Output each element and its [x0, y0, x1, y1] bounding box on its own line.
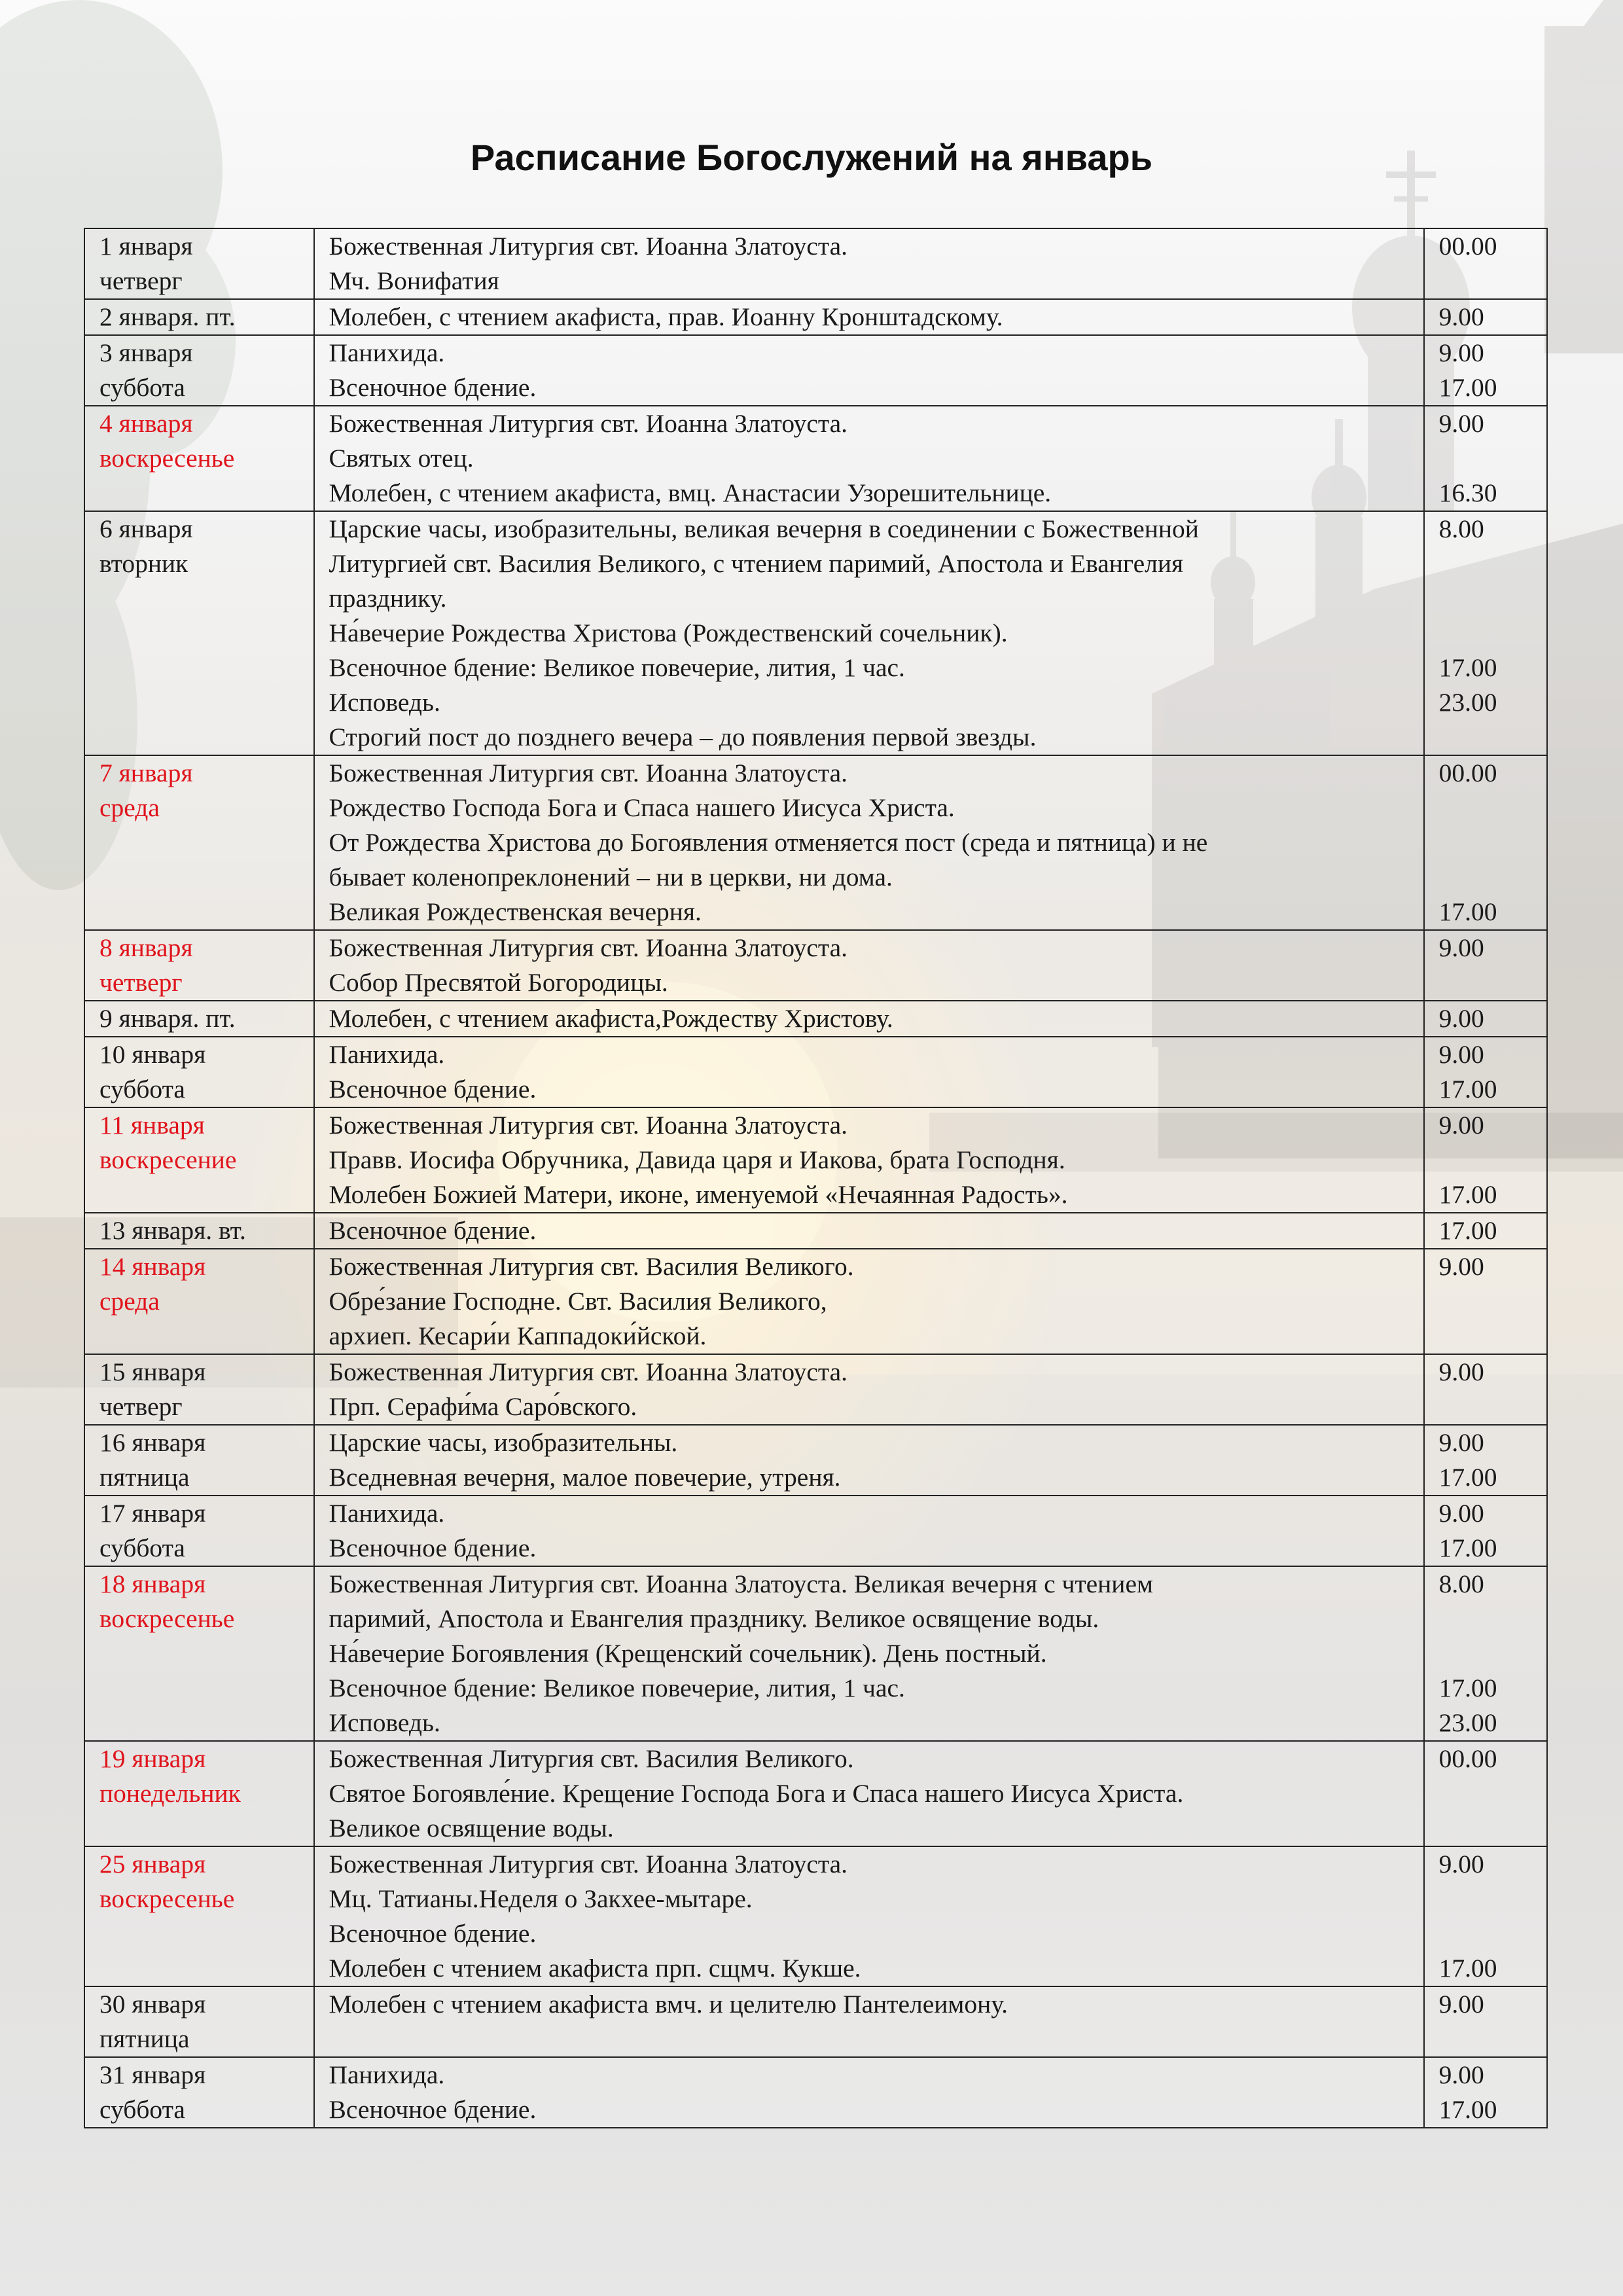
time-line: 17.00 [1438, 1674, 1497, 1702]
service-line: Панихида. [329, 2060, 445, 2089]
time-line: 17.00 [1438, 1216, 1497, 1245]
time-cell [1424, 1037, 1547, 1107]
time-line [1439, 825, 1532, 860]
services-cell [314, 1566, 1424, 1741]
service-line: Рождество Господа Бога и Спаса нашего Иисуса Христа. [329, 793, 955, 822]
service-line: Всеночное бдение: Великое повечерие, лития, 1 час. [329, 653, 905, 682]
time-line [1439, 264, 1532, 298]
date-line: пятница [99, 1463, 190, 1492]
date-cell [84, 1037, 314, 1107]
services-cell [314, 1107, 1424, 1213]
date-line: суббота [99, 2095, 185, 2124]
date-cell [84, 1354, 314, 1425]
time-line: 17.00 [1438, 1534, 1497, 1562]
schedule-table [84, 228, 1548, 2128]
time-line [1439, 860, 1532, 895]
service-line: Божественная Литургия свт. Василия Великого. [329, 1744, 854, 1773]
time-cell [1424, 1249, 1547, 1354]
schedule-row [84, 228, 1547, 299]
service-line: Всеночное бдение. [329, 1534, 537, 1562]
date-line: воскресенье [99, 1604, 235, 1633]
service-line: Литургией свт. Василия Великого, с чтением паримий, Апостола и Евангелия [329, 549, 1184, 578]
service-line: Прп. Серафи́ма Саро́вского. [329, 1392, 637, 1421]
schedule-row [84, 1354, 1547, 1425]
services-cell [314, 1249, 1424, 1354]
date-cell [84, 1741, 314, 1846]
time-line [1439, 1776, 1532, 1811]
schedule-row [84, 755, 1547, 930]
date-cell [84, 930, 314, 1001]
time-line: 9.00 [1438, 1040, 1484, 1069]
date-cell [84, 406, 314, 511]
date-line: 17 января [99, 1499, 206, 1528]
service-line: Вседневная вечерня, малое повечерие, утреня. [329, 1463, 841, 1492]
time-cell [1424, 1107, 1547, 1213]
services-cell [314, 335, 1424, 406]
service-line: Панихида. [329, 1499, 445, 1528]
service-line: Великое освящение воды. [329, 1814, 614, 1842]
time-line: 9.00 [1438, 2060, 1484, 2089]
date-line: 19 января [99, 1744, 206, 1773]
time-line: 9.00 [1438, 1990, 1484, 2018]
date-line: четверг [99, 266, 183, 295]
time-line [1439, 581, 1532, 616]
service-line: Собор Пресвятой Богородицы. [329, 968, 668, 997]
services-cell [314, 755, 1424, 930]
date-line: воскресение [99, 1145, 237, 1174]
service-line: Строгий пост до позднего вечера – до появления первой звезды. [329, 723, 1037, 751]
service-line: празднику. [329, 584, 447, 613]
services-cell [314, 930, 1424, 1001]
date-line: 15 января [99, 1357, 206, 1386]
schedule-row [84, 1846, 1547, 1986]
date-line: 25 января [99, 1850, 206, 1878]
date-line: 30 января [99, 1990, 206, 2018]
time-line [1439, 791, 1532, 825]
date-line: 10 января [99, 1040, 206, 1069]
date-cell [84, 1425, 314, 1496]
services-cell [314, 228, 1424, 299]
service-line: Всеночное бдение. [329, 1919, 537, 1948]
services-cell [314, 1496, 1424, 1566]
services-cell [314, 1741, 1424, 1846]
time-line: 17.00 [1438, 2095, 1497, 2124]
service-line: Мц. Татианы.Неделя о Закхее-мытаре. [329, 1884, 753, 1913]
service-line: архиеп. Кесари́и Каппадоки́йской. [329, 1321, 707, 1350]
schedule-row [84, 930, 1547, 1001]
schedule-row [84, 1425, 1547, 1496]
time-line: 16.30 [1438, 478, 1497, 507]
date-line: вторник [99, 549, 188, 578]
time-line [1439, 441, 1532, 476]
schedule-row [84, 1986, 1547, 2057]
time-cell [1424, 335, 1547, 406]
date-cell [84, 228, 314, 299]
services-cell [314, 511, 1424, 755]
schedule-row [84, 2057, 1547, 2128]
time-cell [1424, 1986, 1547, 2057]
date-cell [84, 1566, 314, 1741]
time-line: 00.00 [1438, 1744, 1497, 1773]
service-line: Божественная Литургия свт. Иоанна Златоуста. [329, 1850, 848, 1878]
service-line: Молебен, с чтением акафиста, вмц. Анастасии Узорешительнице. [329, 478, 1052, 507]
date-cell [84, 1249, 314, 1354]
date-line: среда [99, 793, 160, 822]
services-cell [314, 299, 1424, 335]
service-line: Молебен с чтением акафиста прп. сщмч. Кукше. [329, 1954, 861, 1982]
time-line [1439, 1390, 1532, 1424]
page-title: Расписание Богослужений на январь [470, 137, 1153, 178]
date-line: понедельник [99, 1779, 241, 1808]
time-cell [1424, 1846, 1547, 1986]
date-cell [84, 1107, 314, 1213]
schedule-row [84, 1213, 1547, 1249]
service-line: Всеночное бдение. [329, 1075, 537, 1103]
time-line [1439, 547, 1532, 581]
service-line: Святое Богоявле́ние. Крещение Господа Бога и Спаса нашего Иисуса Христа. [329, 1779, 1184, 1808]
time-cell [1424, 406, 1547, 511]
time-cell [1424, 930, 1547, 1001]
time-line: 9.00 [1438, 1499, 1484, 1528]
service-line: Правв. Иосифа Обручника, Давида царя и Иакова, брата Господня. [329, 1145, 1065, 1174]
time-line [1439, 1916, 1532, 1951]
date-cell [84, 335, 314, 406]
date-cell [84, 755, 314, 930]
service-line: Исповедь. [329, 1708, 440, 1737]
date-line: 6 января [99, 514, 193, 543]
time-line: 9.00 [1438, 1111, 1484, 1139]
services-cell [314, 1354, 1424, 1425]
date-line: 3 января [99, 338, 193, 367]
date-line: 1 января [99, 232, 193, 260]
service-line: Всеночное бдение: Великое повечерие, лития, 1 час. [329, 1674, 905, 1702]
schedule-row [84, 1566, 1547, 1741]
time-cell [1424, 299, 1547, 335]
services-cell [314, 2057, 1424, 2128]
service-line: Божественная Литургия свт. Иоанна Златоуста. [329, 1111, 848, 1139]
service-line: На́вечерие Богоявления (Крещенский сочельник). День постный. [329, 1639, 1047, 1668]
service-line: Божественная Литургия свт. Иоанна Златоуста. Великая вечерня с чтением [329, 1570, 1153, 1598]
time-cell [1424, 511, 1547, 755]
time-line: 00.00 [1438, 759, 1497, 787]
time-line [1439, 1811, 1532, 1846]
time-line [1439, 1882, 1532, 1916]
schedule-row [84, 1107, 1547, 1213]
date-cell [84, 299, 314, 335]
schedule-row [84, 335, 1547, 406]
service-line: Божественная Литургия свт. Иоанна Златоуста. [329, 232, 848, 260]
time-cell [1424, 1425, 1547, 1496]
date-line: суббота [99, 1075, 185, 1103]
service-line: паримий, Апостола и Евангелия празднику. Великое освящение воды. [329, 1604, 1099, 1633]
date-line: 13 января. вт. [99, 1216, 246, 1245]
service-line: Божественная Литургия свт. Иоанна Златоуста. [329, 1357, 848, 1386]
schedule-row [84, 1249, 1547, 1354]
service-line: Всеночное бдение. [329, 2095, 537, 2124]
date-line: 31 января [99, 2060, 206, 2089]
time-line [1439, 720, 1532, 755]
service-line: Великая Рождественская вечерня. [329, 897, 702, 926]
time-line [1439, 1143, 1532, 1177]
time-line: 9.00 [1438, 1850, 1484, 1878]
date-line: 8 января [99, 933, 193, 962]
service-line: Святых отец. [329, 444, 474, 473]
time-line: 9.00 [1438, 302, 1484, 331]
time-cell [1424, 1566, 1547, 1741]
service-line: Мч. Вонифатия [329, 266, 499, 295]
time-line [1439, 965, 1532, 1000]
time-line: 9.00 [1438, 1357, 1484, 1386]
time-cell [1424, 1496, 1547, 1566]
date-line: 2 января. пт. [99, 302, 236, 331]
service-line: Молебен, с чтением акафиста, прав. Иоанну Кронштадскому. [329, 302, 1003, 331]
schedule-row [84, 511, 1547, 755]
services-cell [314, 1213, 1424, 1249]
time-line: 9.00 [1438, 1428, 1484, 1457]
service-line: Молебен Божией Матери, иконе, именуемой «Нечаянная Радость». [329, 1180, 1068, 1209]
time-cell [1424, 1001, 1547, 1037]
time-line: 9.00 [1438, 409, 1484, 438]
service-line: Царские часы, изобразительны. [329, 1428, 678, 1457]
date-cell [84, 1846, 314, 1986]
service-line: Божественная Литургия свт. Иоанна Златоуста. [329, 933, 848, 962]
service-line: На́вечерие Рождества Христова (Рождественский сочельник). [329, 619, 1008, 647]
schedule-row [84, 1037, 1547, 1107]
date-line: 11 января [99, 1111, 205, 1139]
time-line: 23.00 [1438, 1708, 1497, 1737]
service-line: Всеночное бдение. [329, 1216, 537, 1245]
time-line [1439, 616, 1532, 651]
date-line: воскресенье [99, 1884, 235, 1913]
services-cell [314, 1001, 1424, 1037]
schedule-row [84, 299, 1547, 335]
date-line: среда [99, 1287, 160, 1316]
date-line: пятница [99, 2024, 190, 2053]
service-line: Божественная Литургия свт. Василия Великого. [329, 1252, 854, 1281]
time-line: 17.00 [1438, 373, 1497, 402]
service-line: Исповедь. [329, 688, 440, 717]
schedule-row [84, 1496, 1547, 1566]
time-line: 17.00 [1438, 1180, 1497, 1209]
service-line: Всеночное бдение. [329, 373, 537, 402]
date-line: 4 января [99, 409, 193, 438]
time-cell [1424, 755, 1547, 930]
date-line: 18 января [99, 1570, 206, 1598]
time-line [1439, 1319, 1532, 1354]
services-cell [314, 1425, 1424, 1496]
time-cell [1424, 1354, 1547, 1425]
services-cell [314, 406, 1424, 511]
schedule-body [84, 228, 1547, 2128]
time-line [1439, 1284, 1532, 1319]
schedule-row [84, 406, 1547, 511]
time-cell [1424, 228, 1547, 299]
time-line: 9.00 [1438, 1252, 1484, 1281]
time-line: 17.00 [1438, 653, 1497, 682]
time-line: 9.00 [1438, 1004, 1484, 1033]
service-line: Божественная Литургия свт. Иоанна Златоуста. [329, 759, 848, 787]
service-line: Божественная Литургия свт. Иоанна Златоуста. [329, 409, 848, 438]
service-line: От Рождества Христова до Богоявления отменяется пост (среда и пятница) и не [329, 828, 1208, 857]
schedule-row [84, 1741, 1547, 1846]
time-line: 9.00 [1438, 933, 1484, 962]
service-line: Молебен с чтением акафиста вмч. и целителю Пантелеимону. [329, 1990, 1008, 2018]
time-line: 8.00 [1438, 514, 1484, 543]
time-line: 23.00 [1438, 688, 1497, 717]
time-line: 17.00 [1438, 1463, 1497, 1492]
date-line: 7 января [99, 759, 193, 787]
date-cell [84, 1986, 314, 2057]
date-line: 16 января [99, 1428, 206, 1457]
time-cell [1424, 1213, 1547, 1249]
date-line: 9 января. пт. [99, 1004, 236, 1033]
service-line: бывает коленопреклонений – ни в церкви, ни дома. [329, 863, 893, 891]
time-line: 17.00 [1438, 1954, 1497, 1982]
date-cell [84, 2057, 314, 2128]
service-line: Панихида. [329, 1040, 445, 1069]
service-line: Обре́зание Господне. Свт. Василия Великого, [329, 1287, 827, 1316]
date-cell [84, 1001, 314, 1037]
date-cell [84, 1496, 314, 1566]
date-line: 14 января [99, 1252, 206, 1281]
schedule-row [84, 1001, 1547, 1037]
service-line: Панихида. [329, 338, 445, 367]
date-line: четверг [99, 1392, 183, 1421]
date-line: воскресенье [99, 444, 235, 473]
time-line: 8.00 [1438, 1570, 1484, 1598]
time-cell [1424, 1741, 1547, 1846]
time-line: 00.00 [1438, 232, 1497, 260]
service-line: Царские часы, изобразительны, великая вечерня в соединении с Божественной [329, 514, 1199, 543]
time-line [1439, 1636, 1532, 1671]
date-cell [84, 1213, 314, 1249]
time-line: 17.00 [1438, 897, 1497, 926]
date-cell [84, 511, 314, 755]
services-cell [314, 1986, 1424, 2057]
services-cell [314, 1037, 1424, 1107]
service-line: Молебен, с чтением акафиста,Рождеству Христову. [329, 1004, 893, 1033]
date-line: суббота [99, 373, 185, 402]
date-line: суббота [99, 1534, 185, 1562]
date-line: четверг [99, 968, 183, 997]
services-cell [314, 1846, 1424, 1986]
time-cell [1424, 2057, 1547, 2128]
time-line: 9.00 [1438, 338, 1484, 367]
time-line [1439, 1602, 1532, 1636]
time-line: 17.00 [1438, 1075, 1497, 1103]
